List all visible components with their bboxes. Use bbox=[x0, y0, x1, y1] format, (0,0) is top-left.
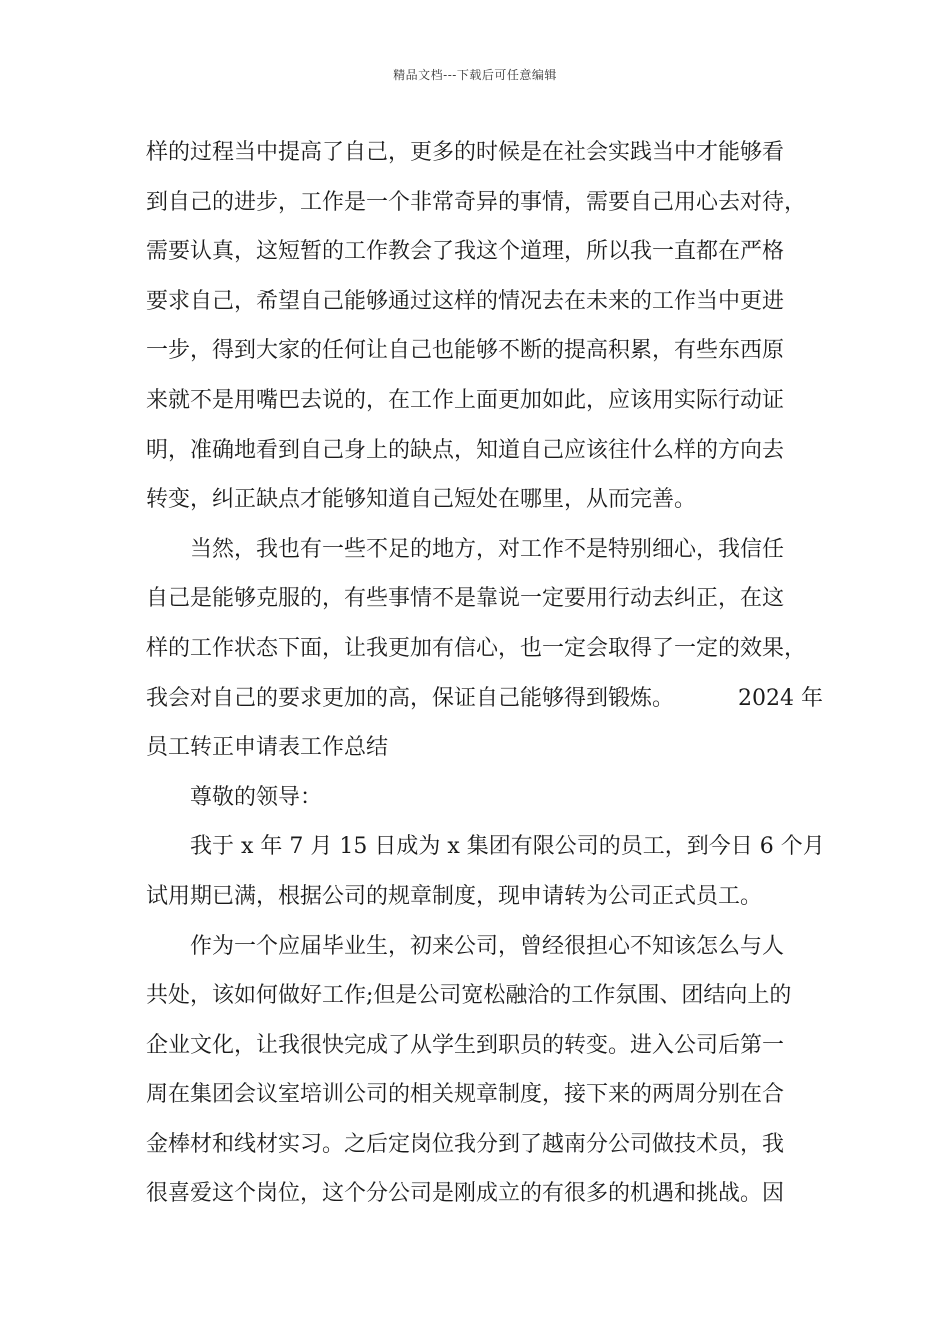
paragraph-start-line: 我于 x 年 7 月 15 日成为 x 集团有限公司的员工，到今日 6 个月 bbox=[190, 834, 825, 860]
text-line: 金棒材和线材实习。之后定岗位我分到了越南分公司做技术员，我 bbox=[146, 1131, 785, 1157]
text-line: 要求自己，希望自己能够通过这样的情况去在未来的工作当中更进 bbox=[146, 288, 785, 314]
text-line: 一步，得到大家的任何让自己也能够不断的提高积累，有些东西原 bbox=[146, 338, 785, 364]
page-header: 精品文档---下载后可任意编辑 bbox=[393, 68, 557, 82]
text-line: 试用期已满，根据公司的规章制度，现申请转为公司正式员工。 bbox=[146, 883, 763, 909]
text-line: 共处，该如何做好工作;但是公司宽松融洽的工作氛围、团结向上的 bbox=[146, 983, 792, 1009]
text-line: 到自己的进步，工作是一个非常奇异的事情，需要自己用心去对待， bbox=[146, 189, 807, 215]
salutation: 尊敬的领导： bbox=[190, 784, 323, 810]
document-body bbox=[146, 128, 826, 1219]
text-line: 周在集团会议室培训公司的相关规章制度，接下来的两周分别在合 bbox=[146, 1082, 785, 1108]
paragraph-start-line: 当然，我也有一些不足的地方，对工作不是特别细心，我信任 bbox=[190, 536, 785, 562]
section-title-continued: 员工转正申请表工作总结 bbox=[146, 735, 389, 761]
text-line-with-title bbox=[146, 674, 826, 724]
text-line: 明，准确地看到自己身上的缺点，知道自己应该往什么样的方向去 bbox=[146, 437, 785, 463]
text-line: 自己是能够克服的，有些事情不是靠说一定要用行动去纠正，在这 bbox=[146, 586, 785, 612]
text-line: 样的过程当中提高了自己，更多的时候是在社会实践当中才能够看 bbox=[146, 140, 785, 165]
text-line: 需要认真，这短暂的工作教会了我这个道理，所以我一直都在严格 bbox=[146, 239, 785, 265]
text-segment: 我会对自己的要求更加的高，保证自己能够得到锻炼。 bbox=[146, 685, 675, 711]
text-line: 很喜爱这个岗位，这个分公司是刚成立的有很多的机遇和挑战。因 bbox=[146, 1181, 785, 1207]
paragraph-start-line: 作为一个应届毕业生，初来公司，曾经很担心不知该怎么与人 bbox=[190, 933, 785, 959]
text-line: 样的工作状态下面，让我更加有信心，也一定会取得了一定的效果， bbox=[146, 635, 807, 661]
inline-section-title: 2024 年 bbox=[738, 685, 823, 711]
text-line: 转变，纠正缺点才能够知道自己短处在哪里，从而完善。 bbox=[146, 487, 697, 513]
text-line: 企业文化，让我很快完成了从学生到职员的转变。进入公司后第一 bbox=[146, 1032, 785, 1058]
text-line: 来就不是用嘴巴去说的，在工作上面更加如此，应该用实际行动证 bbox=[146, 387, 785, 413]
